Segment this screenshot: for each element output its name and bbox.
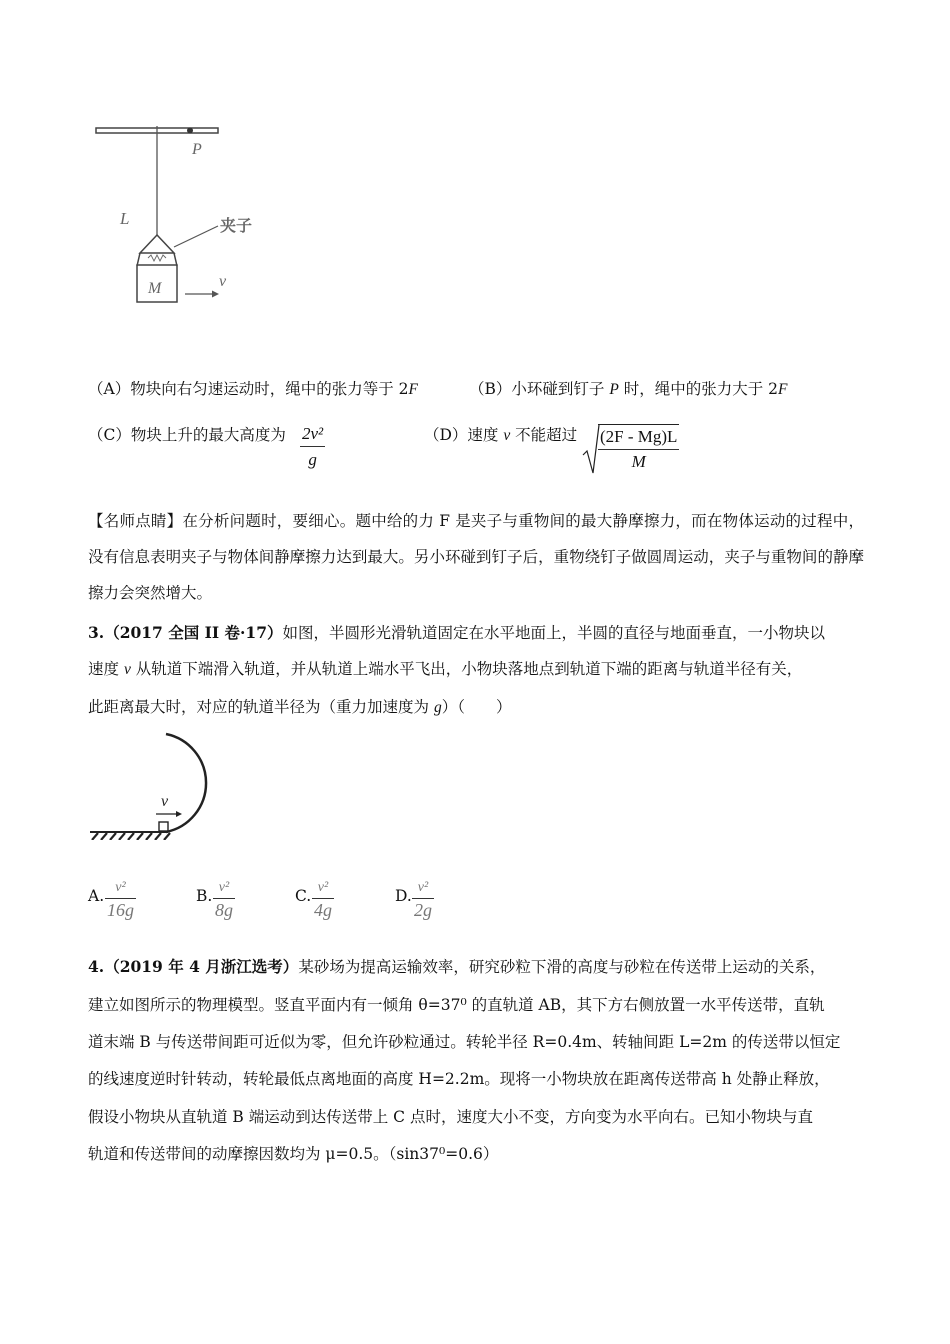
teacher-comment: 【名师点睛】在分析问题时，要细心。题中给的力 F 是夹子与重物间的最大静摩擦力，而在物体运动的过程中，没有信息表明夹子与物体间静摩擦力达到最大。另小环碰到钉子后，重物绕钉子做圆周运动，夹子与重物间的静摩擦力会突然增大。 <box>88 512 864 602</box>
pendulum-clamp-figure <box>90 120 280 310</box>
option-d-fraction: $\frac{(2F - Mg)L}{M}$ <box>598 424 679 474</box>
label-v: v <box>161 793 169 810</box>
label-v: v <box>219 273 227 290</box>
small-block <box>159 822 168 831</box>
q3-line1: 3.（2017 全国 II 卷·17）如图，半圆形光滑轨道固定在水平地面上，半圆的直径与地面垂直，一小物块以 <box>88 623 825 642</box>
q3-line3: 此距离最大时，对应的轨道半径为（重力加速度为 g）（ ） <box>88 698 512 716</box>
semicircle-track-figure <box>88 730 228 840</box>
option-a: （A）物块向右匀速运动时，绳中的张力等于 2F <box>88 380 418 398</box>
label-clamp: 夹子 <box>220 216 253 235</box>
q4-line6: 轨道和传送带间的动摩擦因数均为 μ=0.5。（sin37⁰=0.6） <box>88 1145 499 1163</box>
option-c-fraction: $\frac{\text{2v²}}{g}$ <box>302 424 324 469</box>
q4-line1: 4.（2019 年 4 月浙江选考）某砂场为提高运输效率，研究砂粒下滑的高度与砂粒在传送带上运动的关系， <box>88 957 826 976</box>
clamp-pointer <box>174 226 218 247</box>
spring <box>148 255 166 261</box>
option-d-text: （D）速度 v 不能超过 <box>424 426 578 444</box>
label-L: L <box>120 209 130 228</box>
ground-hatching <box>92 833 170 840</box>
option-c-text: （C）物块上升的最大高度为 <box>88 426 286 444</box>
q3-options: A. v² 16g B. v² 8g C. v² 4g D. v² 2g <box>88 880 432 920</box>
semicircle-track <box>166 734 206 832</box>
label-M: M <box>148 280 162 297</box>
option-b: （B）小环碰到钉子 P 时，绳中的张力大于 2F <box>469 380 788 398</box>
q4-line5: 假设小物块从直轨道 B 端运动到达传送带上 C 点时，速度大小不变，方向变为水平向右。已知小物块与直 <box>88 1108 813 1126</box>
label-P: P <box>192 141 202 158</box>
clamp-top <box>140 235 174 253</box>
q4-line4: 的线速度逆时针转动，转轮最低点离地面的高度 H=2.2m。现将一小物块放在距离传送带高 h 处静止释放， <box>88 1070 830 1088</box>
q4-line2: 建立如图所示的物理模型。竖直平面内有一倾角 θ=37⁰ 的直轨道 AB，其下方右侧放置一水平传送带，直轨 <box>88 996 825 1014</box>
q4-line3: 道末端 B 与传送带间距可近似为零，但允许砂粒通过。转轮半径 R=0.4m、转轴间距 L=2m 的传送带以恒定 <box>88 1033 841 1051</box>
nail-P <box>187 128 193 134</box>
q3-line2: 速度 v 从轨道下端滑入轨道，并从轨道上端水平飞出，小物块落地点到轨道下端的距离与轨道半径有关， <box>88 660 803 678</box>
